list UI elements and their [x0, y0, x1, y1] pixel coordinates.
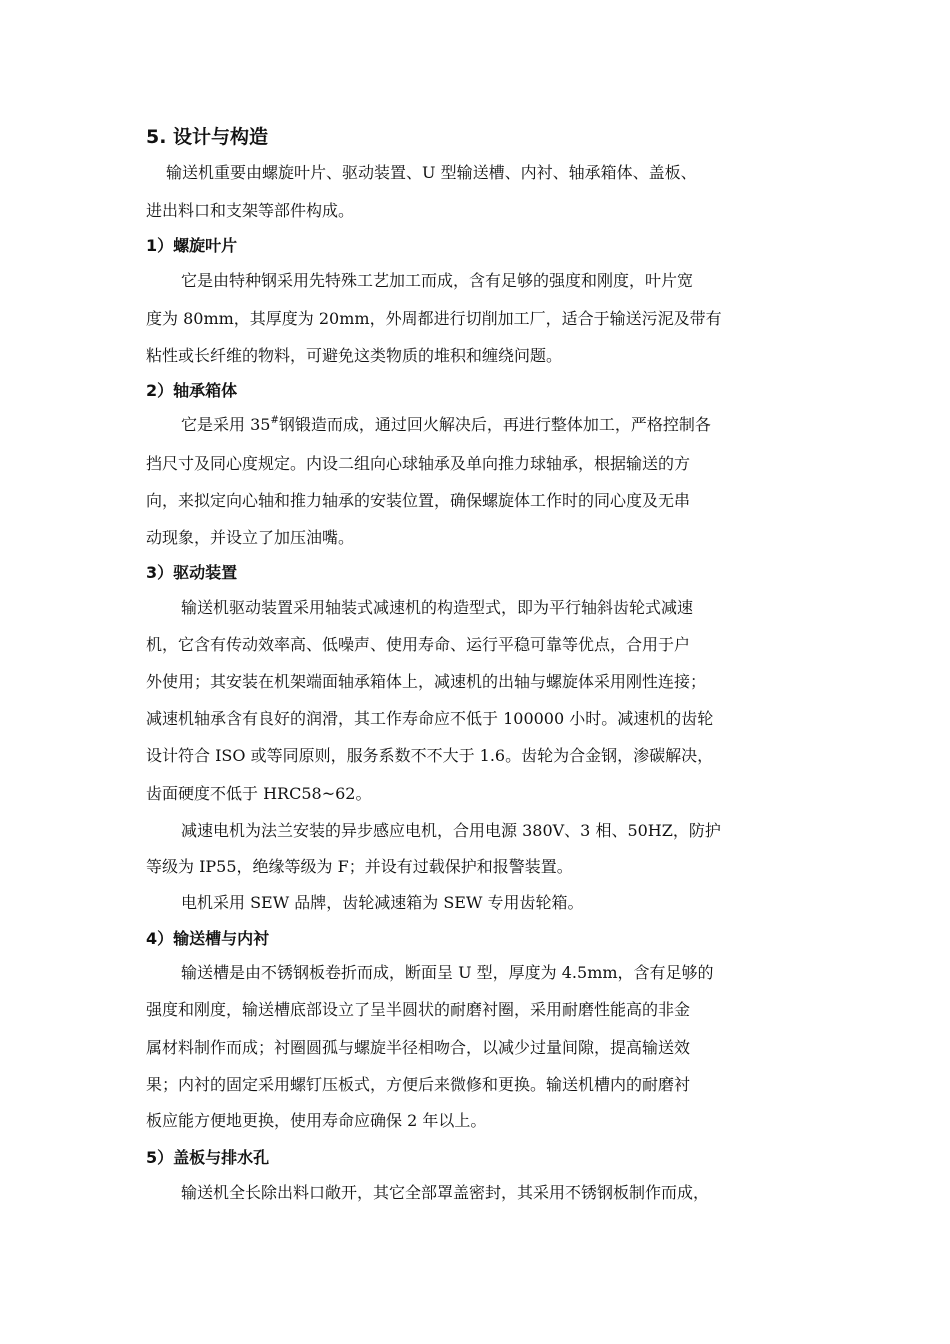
- paragraph-line: 动现象，并设立了加压油嘴。: [146, 528, 355, 547]
- paragraph-line: 等级为 IP55，绝缘等级为 F；并设有过载保护和报警装置。: [146, 857, 573, 876]
- paragraph-line: 属材料制作而成；衬圈圆孤与螺旋半径相吻合，以减少过量间隙，提高输送效: [146, 1038, 691, 1057]
- superscript-hash: #: [270, 415, 279, 426]
- section-title: 5. 设计与构造: [146, 126, 269, 148]
- paragraph-line: 粘性或长纤维的物料，可避免这类物质的堆积和缠绕问题。: [146, 346, 563, 365]
- paragraph-line: 度为 80mm，其厚度为 20mm，外周都进行切削加工厂，适合于输送污泥及带有: [146, 309, 722, 328]
- paragraph-line: 输送槽是由不锈钢板卷折而成，断面呈 U 型，厚度为 4.5mm，含有足够的: [181, 963, 714, 982]
- paragraph-line: 机，它含有传动效率高、低噪声、使用寿命、运行平稳可靠等优点，合用于户: [146, 635, 691, 654]
- paragraph-line: 输送机驱动装置采用轴装式减速机的构造型式，即为平行轴斜齿轮式减速: [181, 598, 694, 617]
- text-span: 它是采用 35: [181, 415, 271, 434]
- intro-line-1: 输送机重要由螺旋叶片、驱动装置、U 型输送槽、内衬、轴承箱体、盖板、: [166, 163, 697, 182]
- paragraph-line: 强度和刚度，输送槽底部设立了呈半圆状的耐磨衬圈，采用耐磨性能高的非金: [146, 1000, 691, 1019]
- paragraph-line: 减速电机为法兰安装的异步感应电机，合用电源 380V、3 相、50HZ，防护: [181, 821, 721, 840]
- heading-drive-unit: 3）驱动装置: [146, 563, 238, 582]
- paragraph-line: 电机采用 SEW 品牌，齿轮减速箱为 SEW 专用齿轮箱。: [181, 893, 584, 912]
- paragraph-line-with-superscript: [181, 414, 711, 436]
- heading-cover-drain: 5）盖板与排水孔: [146, 1148, 270, 1167]
- paragraph-line: 减速机轴承含有良好的润滑，其工作寿命应不低于 100000 小时。减速机的齿轮: [146, 709, 714, 728]
- heading-spiral-blade: 1）螺旋叶片: [146, 236, 238, 255]
- text-span: 钢锻造而成，通过回火解决后，再进行整体加工，严格控制各: [278, 415, 711, 434]
- heading-bearing-box: 2）轴承箱体: [146, 381, 238, 400]
- paragraph-line: 挡尺寸及同心度规定。内设二组向心球轴承及单向推力球轴承，根据输送的方: [146, 454, 691, 473]
- paragraph-line: 齿面硬度不低于 HRC58~62。: [146, 784, 372, 803]
- intro-line-2: 进出料口和支架等部件构成。: [146, 201, 355, 220]
- paragraph-line: 它是由特种钢采用先特殊工艺加工而成，含有足够的强度和刚度，叶片宽: [181, 271, 694, 290]
- paragraph-line: 板应能方便地更换，使用寿命应确保 2 年以上。: [146, 1111, 487, 1130]
- paragraph-line: 向，来拟定向心轴和推力轴承的安装位置，确保螺旋体工作时的同心度及无串: [146, 491, 691, 510]
- paragraph-line: 设计符合 ISO 或等同原则，服务系数不不大于 1.6。齿轮为合金钢，渗碳解决，: [146, 746, 714, 765]
- paragraph-line: 输送机全长除出料口敞开，其它全部罩盖密封，其采用不锈钢板制作而成，: [181, 1183, 710, 1202]
- paragraph-line: 外使用；其安装在机架端面轴承箱体上，减速机的出轴与螺旋体采用刚性连接；: [146, 672, 707, 691]
- heading-trough-liner: 4）输送槽与内衬: [146, 929, 270, 948]
- paragraph-line: 果；内衬的固定采用螺钉压板式，方便后来微修和更换。输送机槽内的耐磨衬: [146, 1075, 691, 1094]
